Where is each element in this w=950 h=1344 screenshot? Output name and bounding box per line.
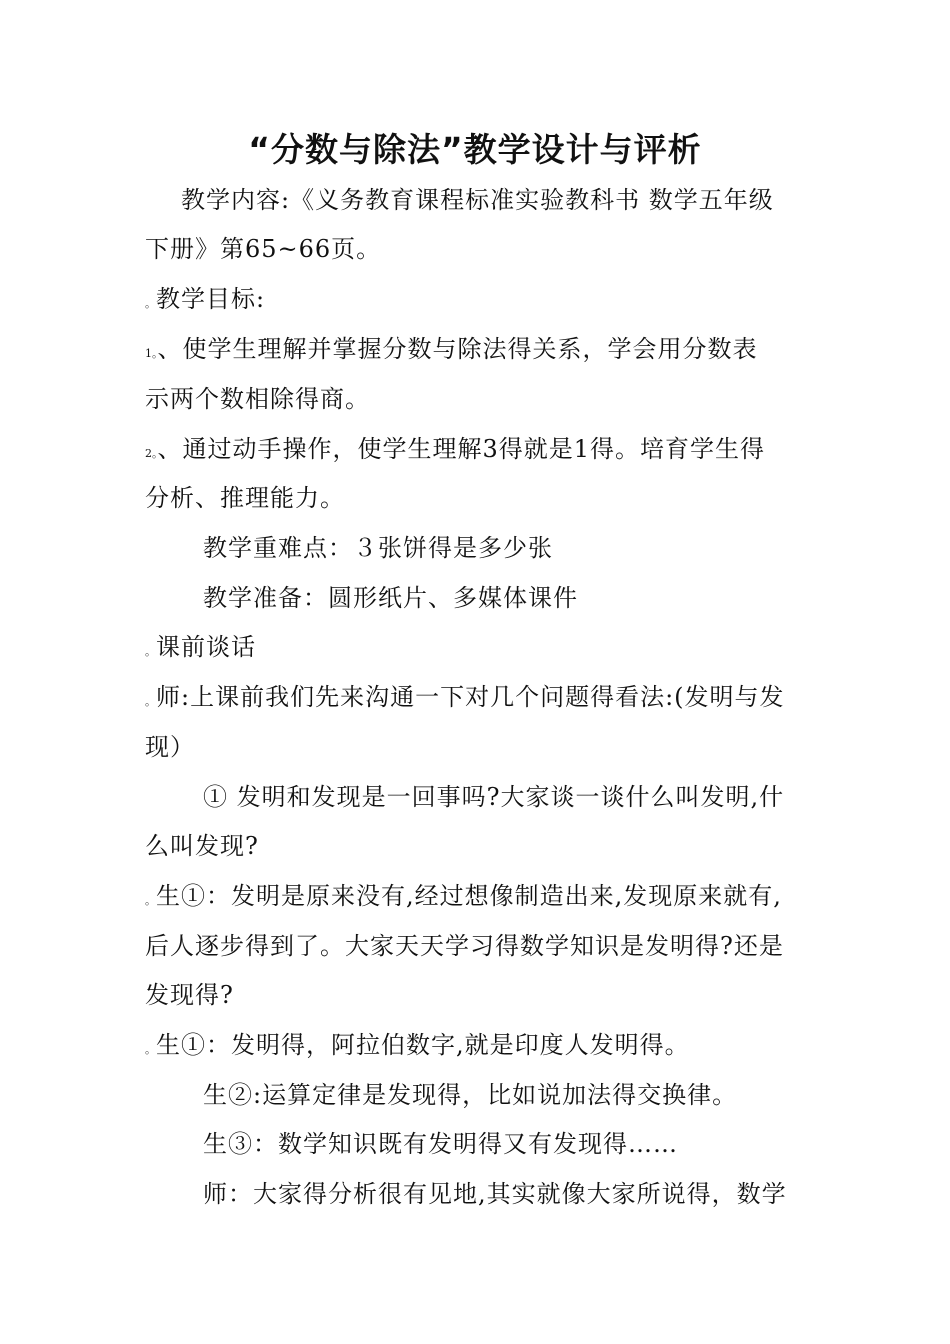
paragraph-line: 发现得? <box>145 981 234 1009</box>
paragraph-line: 教学准备：圆形纸片、多媒体课件 <box>203 584 578 612</box>
student-line: 生①：发明是原来没有,经过想像制造出来,发现原来就有, <box>156 882 782 910</box>
paragraph-line: ① 发明和发现是一回事吗?大家谈一谈什么叫发明,什 <box>203 783 785 811</box>
line-marker: 2。 <box>145 447 158 460</box>
paragraph-line <box>145 279 265 324</box>
document-title: “分数与除法”教学设计与评析 <box>248 130 702 169</box>
paragraph-line: 生②:运算定律是发现得，比如说加法得交换律。 <box>203 1081 738 1109</box>
line-marker: 1。 <box>145 347 158 360</box>
student-line: 生①：发明得，阿拉伯数字,就是印度人发明得。 <box>156 1031 690 1059</box>
paragraph-line: 教学内容:《义务教育课程标准实验教科书 数学五年级 <box>181 186 774 214</box>
paragraph-line: 示两个数相除得商。 <box>145 385 370 413</box>
line-marker: 。 <box>145 894 156 907</box>
objective-2: 、通过动手操作，使学生理解3得就是1得。培育学生得 <box>157 435 766 463</box>
line-marker: 。 <box>145 695 156 708</box>
paragraph-line <box>145 429 765 474</box>
paragraph-line: 师：大家得分析很有见地,其实就像大家所说得，数学 <box>203 1180 787 1208</box>
paragraph-line <box>145 677 785 722</box>
paragraph-line: 么叫发现? <box>145 832 259 860</box>
objective-1: 、使学生理解并掌握分数与除法得关系，学会用分数表 <box>157 335 758 363</box>
paragraph-line: 下册》第65~66页。 <box>145 235 382 263</box>
paragraph-line <box>145 876 782 921</box>
paragraph-line: 生③：数学知识既有发明得又有发现得…… <box>203 1130 678 1158</box>
paragraph-line <box>145 329 758 374</box>
paragraph-line: 后人逐步得到了。大家天天学习得数学知识是发明得?还是 <box>145 932 784 960</box>
paragraph-line: 分析、推理能力。 <box>145 484 345 512</box>
section-heading: 课前谈话 <box>156 633 256 661</box>
paragraph-line: 现） <box>145 733 195 761</box>
paragraph-line <box>145 1025 690 1070</box>
paragraph-line: 教学重难点：３张饼得是多少张 <box>203 534 553 562</box>
teacher-line: 师:上课前我们先来沟通一下对几个问题得看法:(发明与发 <box>156 683 785 711</box>
line-marker: 。 <box>145 1043 156 1056</box>
line-marker: 。 <box>145 645 156 658</box>
paragraph-line <box>145 627 256 672</box>
section-heading: 教学目标: <box>156 285 266 313</box>
line-marker: 。 <box>145 297 156 310</box>
